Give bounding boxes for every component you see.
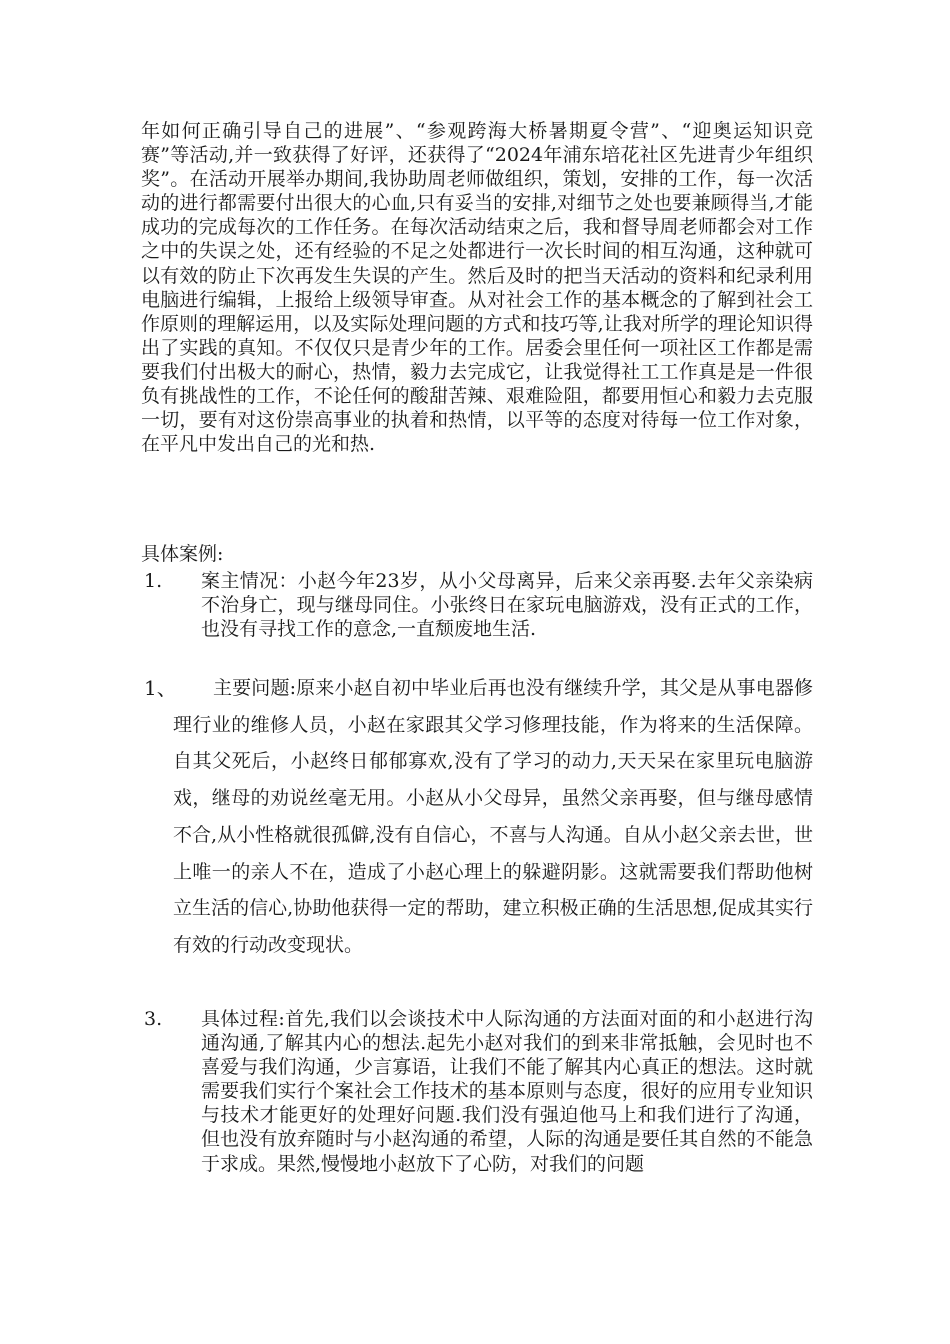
intro-paragraph: 年如何正确引导自己的进展”、“参观跨海大桥暑期夏令营”、“迎奥运知识竞赛”等活动,并一致获得了好评，还获得了“2024年浦东培花社区先进青少年组织奖”。在活动开展举办期间,我协助周老师做组织，策划，安排的工作，每一次活动的进行都需要付出很大的心血,只有妥当的安排,对细节之处也要兼顾得当,才能成功的完成每次的工作任务。在每次活动结束之后，我和督导周老师都会对工作之中的失误之处，还有经验的不足之处都进行一次长时间的相互沟通，这种就可以有效的防止下次再发生失误的产生。然后及时的把当天活动的资料和纪录利用电脑进行编辑，上报给上级领导审查。从对社会工作的基本概念的了解到社会工作原则的理解运用，以及实际处理问题的方式和技巧等,让我对所学的理论知识得出了实践的真知。不仅仅只是青少年的工作。居委会里任何一项社区工作都是需要我们付出极大的耐心，热情，毅力去完成它，让我觉得社工工作真是是一件很负有挑战性的工作，不论任何的酸甜苦辣、艰难险阻，都要用恒心和毅力去克服一切，要有对这份崇高事业的执着和热情，以平等的态度对待每一位工作对象，在平凡中发出自己的光和热. bbox=[141, 120, 813, 456]
list-item-text: 具体过程:首先,我们以会谈技术中人际沟通的方法面对面的和小赵进行沟通沟通,了解其内心的想法.起先小赵对我们的到来非常抵触，会见时也不喜爱与我们沟通，少言寡语，让我们不能了解其内心真正的想法。这时就需要我们实行个案社会工作技术的基本原则与态度，很好的应用专业知识与技术才能更好的处理好问题.我们没有强迫他马上和我们进行了沟通，但也没有放弃随时与小赵沟通的希望，人际的沟通是要任其自然的不能急于求成。果然,慢慢地小赵放下了心防，对我们的问题 bbox=[201, 1008, 813, 1175]
case-heading: 具体案例: bbox=[141, 543, 224, 565]
list-item-number: 3. bbox=[144, 1008, 163, 1030]
list-item-number: 1、 bbox=[144, 676, 177, 700]
list-item-text: 主要问题:原来小赵自初中毕业后再也没有继续升学，其父是从事电器修理行业的维修人员，小赵在家跟其父学习修理技能，作为将来的生活保障。自其父死后，小赵终日郁郁寡欢,没有了学习的动力,天天呆在家里玩电脑游戏，继母的劝说丝毫无用。小赵从小父母异，虽然父亲再娶，但与继母感情不合,从小性格就很孤僻,没有自信心，不喜与人沟通。自从小赵父亲去世，世上唯一的亲人不在，造成了小赵心理上的躲避阴影。这就需要我们帮助他树立生活的信心,协助他获得一定的帮助，建立积极正确的生活思想,促成其实行有效的行动改变现状。 bbox=[173, 677, 813, 956]
list-item-number: 1. bbox=[144, 570, 163, 592]
list-item-text: 案主情况：小赵今年23岁，从小父母离异，后来父亲再娶.去年父亲染病不治身亡，现与继母同住。小张终日在家玩电脑游戏，没有正式的工作，也没有寻找工作的意念,一直颓废地生活. bbox=[201, 570, 813, 641]
